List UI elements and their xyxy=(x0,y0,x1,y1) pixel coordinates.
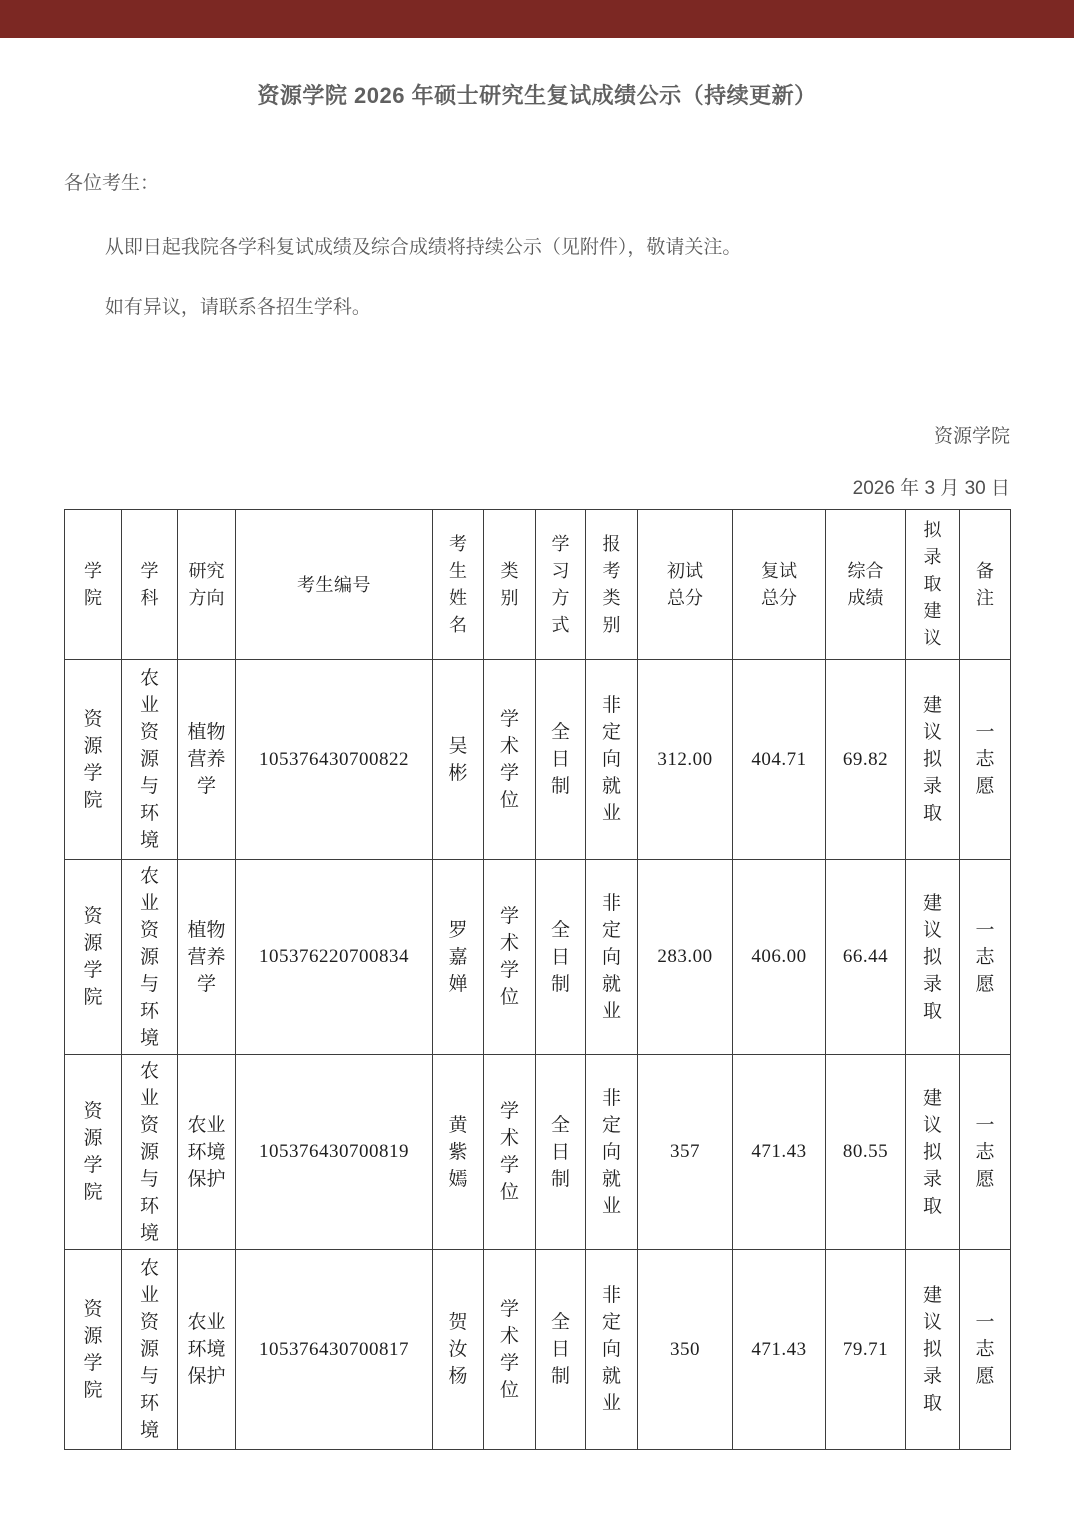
table-cell: 吴彬 xyxy=(433,660,484,860)
table-cell: 学术学位 xyxy=(484,1055,536,1250)
table-cell: 植物营养学 xyxy=(178,860,236,1055)
table-cell: 非定向就业 xyxy=(586,1055,638,1250)
table-header-cell: 综合成绩 xyxy=(826,510,906,660)
table-header-cell: 考生姓名 xyxy=(433,510,484,660)
table-cell: 资源学院 xyxy=(65,860,122,1055)
table-header-cell: 复试总分 xyxy=(733,510,826,660)
table-cell: 105376430700817 xyxy=(236,1250,433,1450)
notice-title: 资源学院 2026 年硕士研究生复试成绩公示（持续更新） xyxy=(257,83,817,108)
table-cell: 非定向就业 xyxy=(586,1250,638,1450)
table-cell: 非定向就业 xyxy=(586,660,638,860)
table-cell: 资源学院 xyxy=(65,1250,122,1450)
table-cell: 一志愿 xyxy=(960,660,1011,860)
notice-body xyxy=(64,172,1010,1450)
table-cell: 79.71 xyxy=(826,1250,906,1450)
top-bar xyxy=(0,0,1074,38)
table-cell: 植物营养学 xyxy=(178,660,236,860)
table-cell: 建议拟录取 xyxy=(906,660,960,860)
table-cell: 312.00 xyxy=(638,660,733,860)
table-cell: 一志愿 xyxy=(960,860,1011,1055)
table-cell: 105376220700834 xyxy=(236,860,433,1055)
table-cell: 农业资源与环境 xyxy=(122,1250,178,1450)
paragraph: 如有异议，请联系各招生学科。 xyxy=(104,297,371,318)
table-cell: 357 xyxy=(638,1055,733,1250)
table-cell: 建议拟录取 xyxy=(906,1250,960,1450)
table-cell: 农业资源与环境 xyxy=(122,860,178,1055)
table-cell: 学术学位 xyxy=(484,660,536,860)
table-cell: 471.43 xyxy=(733,1055,826,1250)
table-header-cell: 学科 xyxy=(122,510,178,660)
table-cell: 105376430700822 xyxy=(236,660,433,860)
table-cell: 350 xyxy=(638,1250,733,1450)
table-cell: 283.00 xyxy=(638,860,733,1055)
table-cell: 全日制 xyxy=(536,1250,586,1450)
table-cell: 一志愿 xyxy=(960,1250,1011,1450)
table-cell: 资源学院 xyxy=(65,660,122,860)
table-row xyxy=(65,660,1011,860)
table-cell: 黄紫嫣 xyxy=(433,1055,484,1250)
table-cell: 69.82 xyxy=(826,660,906,860)
table-header-cell: 研究方向 xyxy=(178,510,236,660)
table-header-cell: 类别 xyxy=(484,510,536,660)
table-cell: 471.43 xyxy=(733,1250,826,1450)
table-cell: 404.71 xyxy=(733,660,826,860)
table-cell: 罗嘉婵 xyxy=(433,860,484,1055)
notice-date: 2026 年 3 月 30 日 xyxy=(852,478,1010,499)
table-cell: 建议拟录取 xyxy=(906,1055,960,1250)
table-cell: 非定向就业 xyxy=(586,860,638,1055)
table-cell: 学术学位 xyxy=(484,860,536,1055)
table-row xyxy=(65,860,1011,1055)
table-cell: 农业环境保护 xyxy=(178,1055,236,1250)
table-cell: 农业资源与环境 xyxy=(122,1055,178,1250)
table-cell: 农业环境保护 xyxy=(178,1250,236,1450)
table-cell: 学术学位 xyxy=(484,1250,536,1450)
table-cell: 66.44 xyxy=(826,860,906,1055)
table-cell: 全日制 xyxy=(536,860,586,1055)
table-cell: 105376430700819 xyxy=(236,1055,433,1250)
table-header-cell: 拟录取建议 xyxy=(906,510,960,660)
table-header-cell: 学院 xyxy=(65,510,122,660)
table-cell: 贺汝杨 xyxy=(433,1250,484,1450)
scores-table xyxy=(64,509,1011,1450)
table-cell: 资源学院 xyxy=(65,1055,122,1250)
table-cell: 一志愿 xyxy=(960,1055,1011,1250)
table-header-cell: 学习方式 xyxy=(536,510,586,660)
table-cell: 80.55 xyxy=(826,1055,906,1250)
table-header-cell: 报考类别 xyxy=(586,510,638,660)
table-row xyxy=(65,1250,1011,1450)
table-row xyxy=(65,1055,1011,1250)
table-cell: 建议拟录取 xyxy=(906,860,960,1055)
table-cell: 406.00 xyxy=(733,860,826,1055)
table-cell: 全日制 xyxy=(536,660,586,860)
table-header-cell: 备注 xyxy=(960,510,1011,660)
table-header-cell: 考生编号 xyxy=(236,510,433,660)
paragraph: 从即日起我院各学科复试成绩及综合成绩将持续公示（见附件），敬请关注。 xyxy=(104,237,742,258)
signature: 资源学院 xyxy=(933,426,1010,447)
salutation: 各位考生： xyxy=(64,173,160,194)
table-header-row xyxy=(65,510,1011,660)
table-cell: 全日制 xyxy=(536,1055,586,1250)
table-cell: 农业资源与环境 xyxy=(122,660,178,860)
table-header-cell: 初试总分 xyxy=(638,510,733,660)
